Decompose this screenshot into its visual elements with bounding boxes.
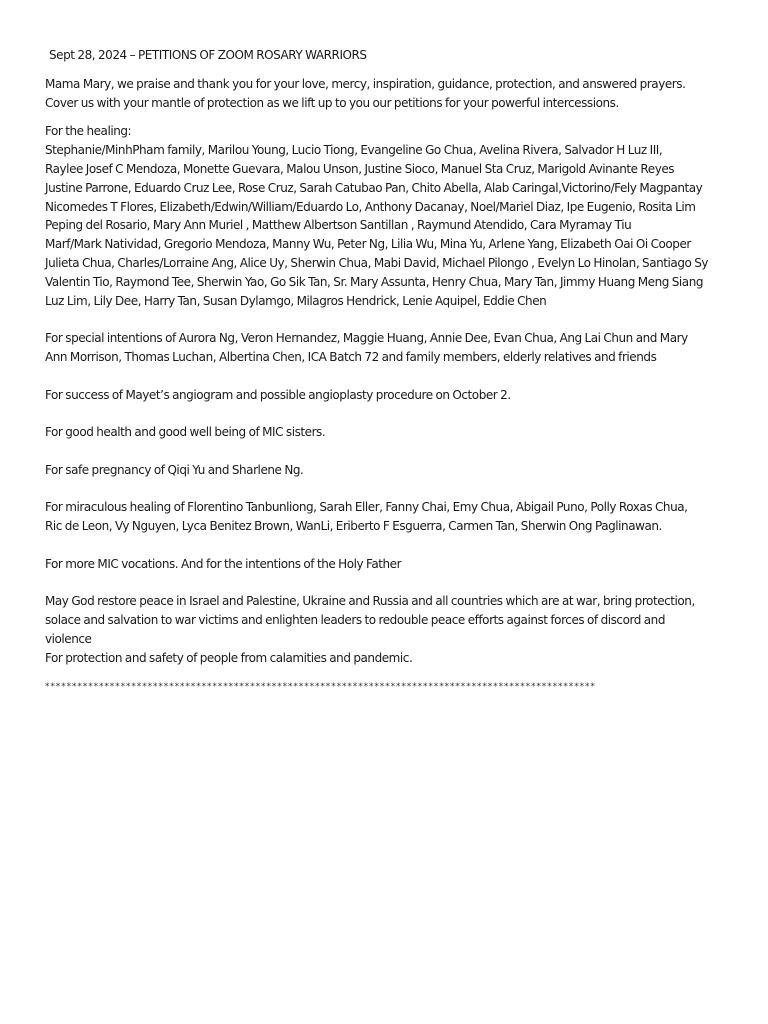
vocations-paragraph (45, 555, 725, 574)
intro-paragraph (45, 75, 725, 113)
angiogram-paragraph (45, 386, 725, 405)
peace-paragraph (45, 592, 725, 667)
special-intentions-paragraph (45, 329, 725, 367)
angiogram-line: For success of Mayet’s angiogram and possible angioplasty procedure on October 2. (45, 387, 511, 402)
good-health-line: For good health and good well being of MIC sisters. (45, 425, 326, 440)
protection-line: For protection and safety of people from calamities and pandemic. (45, 650, 413, 665)
healing-names-line: Raylee Josef C Mendoza, Monette Guevara, Malou Unson, Justine Sioco, Manuel Sta Cruz, Marigold Avinante Reyes (45, 161, 675, 176)
healing-names-line: Valentin Tio, Raymond Tee, Sherwin Yao, Go Sik Tan, Sr. Mary Assunta, Henry Chua, Mary Tan, Jimmy Huang Meng Siang (45, 274, 704, 289)
peace-line: solace and salvation to war victims and enlighten leaders to redouble peace efforts against forces of discord and (45, 613, 665, 628)
healing-paragraph (45, 122, 725, 310)
pregnancy-paragraph (45, 461, 725, 480)
miraculous-healing-line: For miraculous healing of Florentino Tanbunliong, Sarah Eller, Fanny Chai, Emy Chua, Abigail Puno, Polly Roxas Chua, (45, 500, 688, 515)
intro-line: Cover us with your mantle of protection as we lift up to you our petitions for your powerful intercessions. (45, 95, 619, 110)
peace-line: violence (45, 631, 92, 646)
intro-line: Mama Mary, we praise and thank you for your love, mercy, inspiration, guidance, protection, and answered prayers. (45, 76, 686, 91)
miraculous-healing-paragraph (45, 498, 725, 536)
peace-line: May God restore peace in Israel and Palestine, Ukraine and Russia and all countries which are at war, bring protection, (45, 594, 695, 609)
document-page (45, 46, 725, 696)
healing-names-line: Stephanie/MinhPham family, Marilou Young, Lucio Tiong, Evangeline Go Chua, Avelina Rivera, Salvador H Luz III, (45, 143, 663, 158)
good-health-paragraph (45, 423, 725, 442)
document-title: Sept 28, 2024 – PETITIONS OF ZOOM ROSARY WARRIORS (49, 48, 367, 62)
healing-names-line: Peping del Rosario, Mary Ann Muriel , Matthew Albertson Santillan , Raymund Atendido, Cara Myramay Tiu (45, 218, 632, 233)
pregnancy-line: For safe pregnancy of Qiqi Yu and Sharlene Ng. (45, 462, 304, 477)
miraculous-healing-line: Ric de Leon, Vy Nguyen, Lyca Benitez Brown, WanLi, Eriberto F Esguerra, Carmen Tan, Sherwin Ong Paglinawan. (45, 519, 662, 534)
healing-heading: For the healing: (45, 124, 132, 139)
healing-names-line: Julieta Chua, Charles/Lorraine Ang, Alice Uy, Sherwin Chua, Mabi David, Michael Pilongo , Evelyn Lo Hinolan, Santiago Sy (45, 255, 709, 270)
healing-names-line: Justine Parrone, Eduardo Cruz Lee, Rose Cruz, Sarah Catubao Pan, Chito Abella, Alab Caringal,Victorino/Fely Magpantay (45, 180, 703, 195)
special-intentions-line: Ann Morrison, Thomas Luchan, Albertina Chen, ICA Batch 72 and family members, elderly relatives and friends (45, 349, 657, 364)
asterisk-separator: ****************************************************************************************************** (45, 681, 596, 692)
special-intentions-line: For special intentions of Aurora Ng, Veron Hernandez, Maggie Huang, Annie Dee, Evan Chua, Ang Lai Chun and Mary (45, 331, 688, 346)
healing-names-line: Luz Lim, Lily Dee, Harry Tan, Susan Dylamgo, Milagros Hendrick, Lenie Aquipel, Eddie Chen (45, 293, 547, 308)
healing-names-line: Marf/Mark Natividad, Gregorio Mendoza, Manny Wu, Peter Ng, Lilia Wu, Mina Yu, Arlene Yang, Elizabeth Oai Oi Cooper (45, 237, 691, 252)
healing-names-line: Nicomedes T Flores, Elizabeth/Edwin/William/Eduardo Lo, Anthony Dacanay, Noel/Mariel Diaz, Ipe Eugenio, Rosita Lim (45, 199, 696, 214)
vocations-line: For more MIC vocations. And for the intentions of the Holy Father (45, 556, 402, 571)
